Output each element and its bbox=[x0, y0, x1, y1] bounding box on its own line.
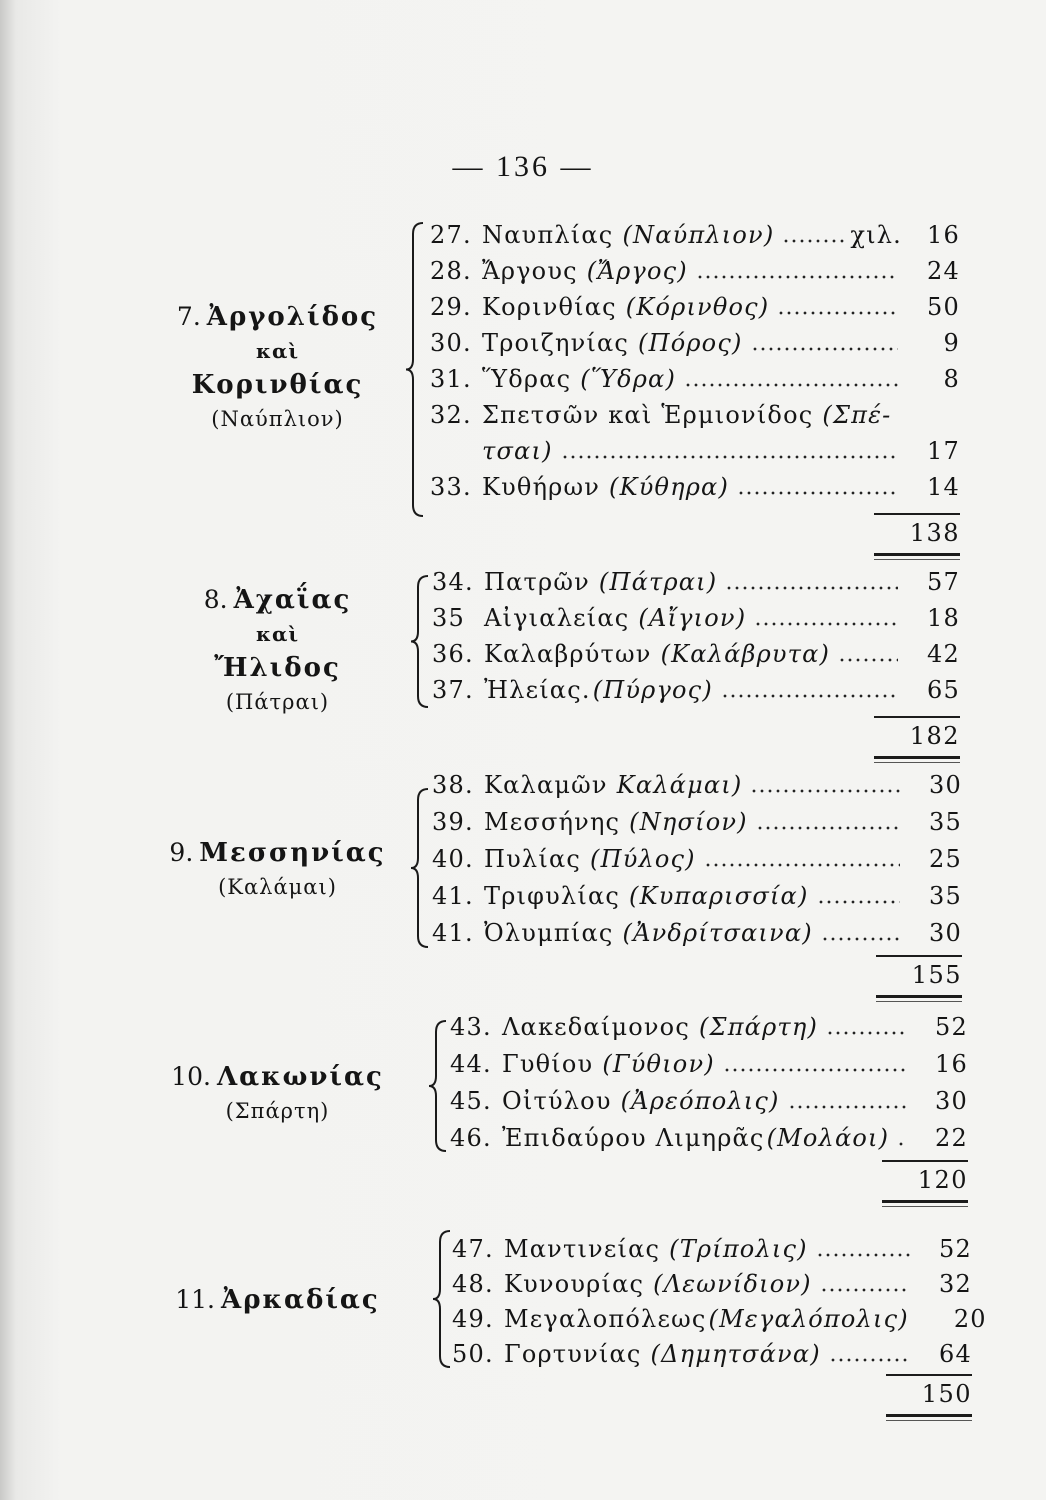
brace bbox=[428, 1020, 448, 1152]
prefecture-label bbox=[140, 583, 415, 719]
district-name: Καλαμῶν bbox=[484, 771, 608, 799]
district-value: 52 bbox=[935, 1013, 968, 1041]
prefecture-capital: (Σπάρτη) bbox=[225, 1099, 330, 1123]
district-row bbox=[450, 1120, 968, 1157]
brace bbox=[410, 575, 430, 708]
district-value: 64 bbox=[939, 1340, 972, 1368]
district-seat: (Κύθηρα) bbox=[609, 473, 730, 501]
district-number: 33. bbox=[430, 473, 472, 501]
district-seat: (Μεγαλόπολις) bbox=[708, 1305, 909, 1333]
district-row bbox=[430, 289, 960, 325]
district-number: 47. bbox=[452, 1235, 494, 1263]
district-name: Πυλίας bbox=[484, 845, 581, 873]
district-value: 17 bbox=[927, 437, 960, 465]
district-seat: (Κυπαρισσία) bbox=[629, 882, 809, 910]
district-name: Κυνουρίας bbox=[504, 1270, 645, 1298]
district-number: 40. bbox=[432, 845, 474, 873]
district-seat: (Νησίον) bbox=[629, 808, 748, 836]
district-value: 20 bbox=[953, 1305, 987, 1333]
prefecture-name: Μεσσηνίας bbox=[199, 838, 386, 868]
dot-leader bbox=[721, 694, 898, 698]
district-seat: τσαι) bbox=[482, 437, 553, 465]
district-row bbox=[432, 878, 962, 915]
district-number: 49. bbox=[452, 1305, 494, 1333]
district-number: 32. bbox=[430, 401, 472, 429]
district-seat: (Λεωνίδιον) bbox=[653, 1270, 812, 1298]
dot-leader bbox=[820, 1288, 910, 1292]
district-number: 44. bbox=[450, 1050, 492, 1078]
district-number: 41. bbox=[432, 919, 474, 947]
district-name: Λακεδαίμονος bbox=[502, 1013, 690, 1041]
district-number: 36. bbox=[432, 640, 474, 668]
prefecture-name: Ἀρκαδίας bbox=[221, 1285, 380, 1315]
district-seat: (Κόρινθος) bbox=[625, 293, 770, 321]
district-number: 37. bbox=[432, 676, 474, 704]
dot-leader bbox=[704, 863, 900, 867]
prefecture-title-line bbox=[140, 836, 415, 870]
prefecture-conjunction: καὶ bbox=[255, 622, 300, 646]
district-value: 52 bbox=[939, 1235, 972, 1263]
dot-leader bbox=[788, 1105, 906, 1109]
district-name: Ὀλυμπίας bbox=[484, 919, 614, 947]
prefecture-name: Κορινθίας bbox=[191, 370, 364, 400]
dot-leader bbox=[725, 586, 898, 590]
dot-leader bbox=[754, 622, 898, 626]
prefecture-title-line bbox=[140, 300, 415, 334]
dot-leader bbox=[817, 900, 900, 904]
dot-leader bbox=[816, 1253, 910, 1257]
district-value: 30 bbox=[929, 771, 962, 799]
district-name: Αἰγιαλείας bbox=[484, 604, 630, 632]
dot-leader bbox=[829, 1358, 910, 1362]
district-row bbox=[430, 397, 960, 433]
brace bbox=[405, 222, 425, 517]
district-seat: (Γύθιον) bbox=[602, 1050, 715, 1078]
district-seat: (Ἄργος) bbox=[586, 257, 688, 285]
district-row bbox=[432, 841, 962, 878]
district-seat: (Δημητσάνα) bbox=[650, 1340, 821, 1368]
district-value: 25 bbox=[929, 845, 962, 873]
district-name: Ἄργους bbox=[482, 257, 578, 285]
prefecture-capital: (Πάτραι) bbox=[225, 690, 330, 714]
district-value: 50 bbox=[927, 293, 960, 321]
unit-label: χιλ. bbox=[850, 221, 902, 249]
district-row bbox=[432, 767, 962, 804]
prefecture-capital: (Καλάμαι) bbox=[218, 875, 337, 899]
district-row bbox=[432, 600, 960, 636]
district-list bbox=[432, 767, 962, 998]
prefecture-number: 8. bbox=[203, 585, 228, 614]
district-value: 18 bbox=[927, 604, 960, 632]
district-number: 31. bbox=[430, 365, 472, 393]
district-seat: (Ὕδρα) bbox=[580, 365, 677, 393]
dot-leader bbox=[684, 383, 898, 387]
prefecture-capital: (Ναύπλιον) bbox=[211, 407, 344, 431]
dot-leader bbox=[821, 937, 900, 941]
district-name: Τροιζηνίας bbox=[482, 329, 630, 357]
district-row bbox=[432, 804, 962, 841]
district-number: 27. bbox=[430, 221, 472, 249]
district-row bbox=[430, 361, 960, 397]
district-name: Κυθήρων bbox=[482, 473, 601, 501]
prefecture-label bbox=[140, 1060, 415, 1128]
district-row bbox=[430, 217, 960, 253]
district-number: 48. bbox=[452, 1270, 494, 1298]
district-number: 46. bbox=[450, 1124, 492, 1152]
district-row bbox=[432, 672, 960, 708]
prefecture-number: 11. bbox=[175, 1285, 216, 1314]
district-row bbox=[452, 1267, 972, 1302]
prefecture-number: 7. bbox=[176, 302, 201, 331]
district-value: 16 bbox=[927, 221, 960, 249]
district-number: 29. bbox=[430, 293, 472, 321]
district-name: Οἰτύλου bbox=[502, 1087, 612, 1115]
district-name: Μεσσήνης bbox=[484, 808, 621, 836]
district-value: 22 bbox=[935, 1124, 968, 1152]
district-number: 43. bbox=[450, 1013, 492, 1041]
prefecture-number: 9. bbox=[169, 838, 194, 867]
dot-leader bbox=[897, 1142, 906, 1146]
prefecture-name: Λακωνίας bbox=[216, 1062, 384, 1092]
district-row bbox=[452, 1232, 972, 1267]
district-number: 30. bbox=[430, 329, 472, 357]
dot-leader bbox=[756, 826, 900, 830]
district-row-continued bbox=[430, 433, 960, 469]
district-seat: (Καλάβρυτα) bbox=[660, 640, 831, 668]
district-number: 28. bbox=[430, 257, 472, 285]
district-value: 35 bbox=[929, 882, 962, 910]
dot-leader bbox=[723, 1068, 906, 1072]
district-row bbox=[432, 915, 962, 952]
district-name: Ναυπλίας bbox=[482, 221, 614, 249]
prefecture-name: Ἀργολίδος bbox=[206, 302, 379, 332]
district-row bbox=[430, 325, 960, 361]
district-row bbox=[452, 1337, 972, 1372]
prefecture-title-line bbox=[140, 1283, 415, 1317]
prefecture-number: 10. bbox=[171, 1062, 211, 1091]
district-name: Μαντινείας bbox=[504, 1235, 661, 1263]
district-seat: (Ἀρεόπολις) bbox=[620, 1087, 780, 1115]
district-seat: (Πύλος) bbox=[590, 845, 696, 873]
district-seat: (Αἴγιον) bbox=[638, 604, 747, 632]
double-rule bbox=[882, 1200, 968, 1203]
district-seat: (Τρίπολις) bbox=[669, 1235, 808, 1263]
district-seat: (Σπάρτη) bbox=[698, 1013, 819, 1041]
district-name: Ἠλείας. bbox=[484, 676, 591, 704]
district-row bbox=[430, 253, 960, 289]
district-name: Μεγαλοπόλεως bbox=[504, 1305, 707, 1333]
district-value: 14 bbox=[927, 473, 960, 501]
district-value: 30 bbox=[935, 1087, 968, 1115]
district-number: 39. bbox=[432, 808, 474, 836]
group-total: 138 bbox=[909, 519, 960, 547]
district-number: 38. bbox=[432, 771, 474, 799]
district-name: Κορινθίας bbox=[482, 293, 617, 321]
prefecture-name: Ἤλιδος bbox=[214, 653, 341, 683]
district-seat: (Πάτραι) bbox=[598, 568, 718, 596]
district-list bbox=[450, 1009, 968, 1203]
prefecture-conjunction: καὶ bbox=[255, 339, 300, 363]
prefecture-label bbox=[140, 1283, 415, 1317]
district-name: Τριφυλίας bbox=[484, 882, 620, 910]
district-name: Γυθίου bbox=[502, 1050, 594, 1078]
district-seat: (Ἀνδρίτσαινα) bbox=[622, 919, 813, 947]
district-name: Ἐπιδαύρου Λιμηρᾶς bbox=[502, 1124, 765, 1152]
district-row bbox=[430, 469, 960, 505]
group-total: 120 bbox=[917, 1166, 968, 1194]
district-name: Πατρῶν bbox=[484, 568, 590, 596]
district-value: 42 bbox=[927, 640, 960, 668]
district-number: 41. bbox=[432, 882, 474, 910]
dot-leader bbox=[561, 455, 898, 459]
district-list bbox=[452, 1232, 987, 1417]
page-number: — 136 — bbox=[452, 150, 594, 183]
dot-leader bbox=[777, 311, 898, 315]
district-value: 35 bbox=[929, 808, 962, 836]
prefecture-name: Ἀχαΐας bbox=[233, 585, 352, 615]
dot-leader bbox=[751, 347, 898, 351]
dot-leader bbox=[696, 275, 898, 279]
district-number: 35 bbox=[432, 604, 465, 632]
district-value: 32 bbox=[939, 1270, 972, 1298]
district-seat: (Μολάοι) bbox=[766, 1124, 890, 1152]
double-rule bbox=[874, 553, 960, 556]
group-total: 182 bbox=[909, 722, 960, 750]
district-value: 16 bbox=[935, 1050, 968, 1078]
brace bbox=[432, 1230, 452, 1368]
dot-leader bbox=[737, 491, 898, 495]
district-row bbox=[452, 1302, 987, 1337]
district-value: 65 bbox=[927, 676, 960, 704]
district-name: Ὕδρας bbox=[482, 365, 572, 393]
district-name: Καλαβρύτων bbox=[484, 640, 652, 668]
double-rule bbox=[874, 756, 960, 759]
dot-leader bbox=[826, 1031, 906, 1035]
prefecture-label bbox=[140, 836, 415, 904]
prefecture-title-line bbox=[140, 583, 415, 617]
district-name: Γορτυνίας bbox=[504, 1340, 642, 1368]
district-list bbox=[432, 564, 960, 759]
group-total: 155 bbox=[911, 961, 962, 989]
dot-leader bbox=[782, 239, 844, 243]
district-value: 8 bbox=[943, 365, 960, 393]
double-rule bbox=[886, 1414, 972, 1417]
district-name: Σπετσῶν καὶ Ἑρμιονίδος bbox=[482, 401, 814, 429]
district-value: 30 bbox=[929, 919, 962, 947]
double-rule bbox=[876, 995, 962, 998]
district-list bbox=[430, 217, 960, 556]
brace bbox=[410, 788, 430, 948]
district-number: 34. bbox=[432, 568, 474, 596]
district-seat: (Πόρος) bbox=[638, 329, 743, 357]
district-seat: (Σπέ- bbox=[822, 401, 892, 429]
district-row bbox=[432, 564, 960, 600]
district-seat: Καλάμαι) bbox=[616, 771, 743, 799]
district-value: 9 bbox=[943, 329, 960, 357]
district-row bbox=[450, 1046, 968, 1083]
district-seat: (Ναύπλιον) bbox=[622, 221, 775, 249]
leader-space bbox=[917, 1323, 925, 1327]
dot-leader bbox=[838, 658, 898, 662]
district-value: 57 bbox=[927, 568, 960, 596]
group-total: 150 bbox=[921, 1380, 972, 1408]
district-row bbox=[450, 1083, 968, 1120]
district-seat: (Πύργος) bbox=[592, 676, 713, 704]
district-number: 50. bbox=[452, 1340, 494, 1368]
district-number: 45. bbox=[450, 1087, 492, 1115]
district-row bbox=[450, 1009, 968, 1046]
prefecture-title-line bbox=[140, 1060, 415, 1094]
prefecture-label bbox=[140, 300, 415, 436]
district-row bbox=[432, 636, 960, 672]
district-value: 24 bbox=[927, 257, 960, 285]
dot-leader bbox=[750, 789, 900, 793]
